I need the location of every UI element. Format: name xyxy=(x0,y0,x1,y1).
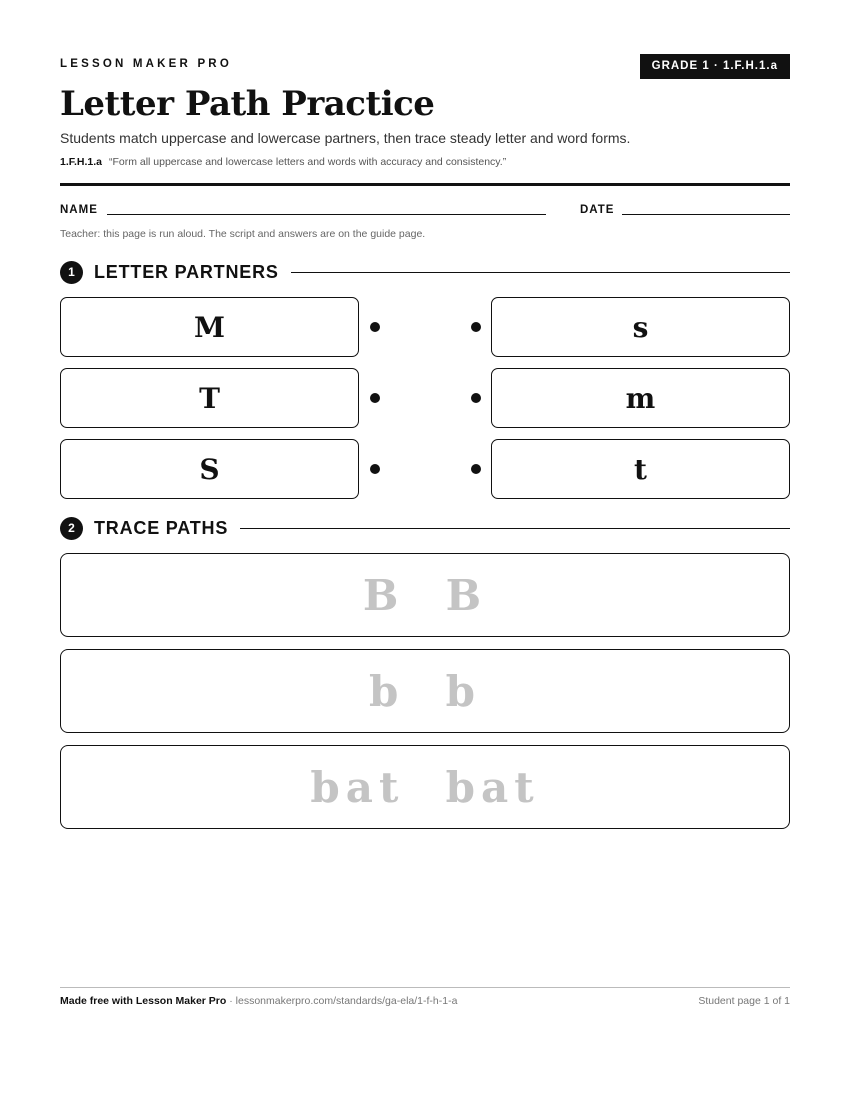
name-field[interactable] xyxy=(107,214,546,215)
footer-brand: Made free with Lesson Maker Pro xyxy=(60,995,227,1007)
grade-badge: GRADE 1 · 1.F.H.1.a xyxy=(640,54,790,79)
section-trace-paths-heading xyxy=(60,516,790,540)
left-connector-dot[interactable] xyxy=(370,393,380,403)
left-connector-dot[interactable] xyxy=(370,322,380,332)
uppercase-letter-box[interactable]: T xyxy=(60,368,359,428)
date-label: DATE xyxy=(580,204,615,216)
footer-separator: · xyxy=(229,995,236,1007)
uppercase-letter-box[interactable]: M xyxy=(60,297,359,357)
right-connector-dot[interactable] xyxy=(471,322,481,332)
standard-text: “Form all uppercase and lowercase letters and words with accuracy and consistency.” xyxy=(108,156,507,168)
right-connector-dot[interactable] xyxy=(471,464,481,474)
footer-page-number: Student page 1 of 1 xyxy=(698,995,790,1007)
trace-box[interactable]: b b xyxy=(60,649,790,733)
section-number-badge: 2 xyxy=(60,517,83,540)
lowercase-letter-box[interactable]: t xyxy=(491,439,790,499)
section-rule xyxy=(291,272,790,273)
footer-url[interactable]: lessonmakerpro.com/standards/ga-ela/1-f-h-1-a xyxy=(235,995,458,1007)
section-title: TRACE PATHS xyxy=(94,517,229,538)
teacher-note: Teacher: this page is run aloud. The script and answers are on the guide page. xyxy=(60,228,426,240)
lowercase-letter-box[interactable]: m xyxy=(491,368,790,428)
page-subtitle: Students match uppercase and lowercase partners, then trace steady letter and word forms. xyxy=(60,130,631,146)
left-connector-dot[interactable] xyxy=(370,464,380,474)
section-rule xyxy=(240,528,790,529)
lowercase-letter-box[interactable]: s xyxy=(491,297,790,357)
section-letter-partners-heading xyxy=(60,260,790,284)
header-divider xyxy=(60,183,790,186)
standard-code: 1.F.H.1.a xyxy=(60,156,103,168)
date-field[interactable] xyxy=(622,214,790,215)
trace-box[interactable]: B B xyxy=(60,553,790,637)
footer-divider xyxy=(60,987,790,988)
footer-credit xyxy=(60,995,457,1007)
section-title: LETTER PARTNERS xyxy=(94,261,279,282)
uppercase-letter-box[interactable]: S xyxy=(60,439,359,499)
brand-name: LESSON MAKER PRO xyxy=(60,58,232,70)
page-title: Letter Path Practice xyxy=(60,84,435,124)
standard-line xyxy=(60,156,506,168)
section-number-badge: 1 xyxy=(60,261,83,284)
trace-box[interactable]: bat bat xyxy=(60,745,790,829)
right-connector-dot[interactable] xyxy=(471,393,481,403)
name-label: NAME xyxy=(60,204,98,216)
